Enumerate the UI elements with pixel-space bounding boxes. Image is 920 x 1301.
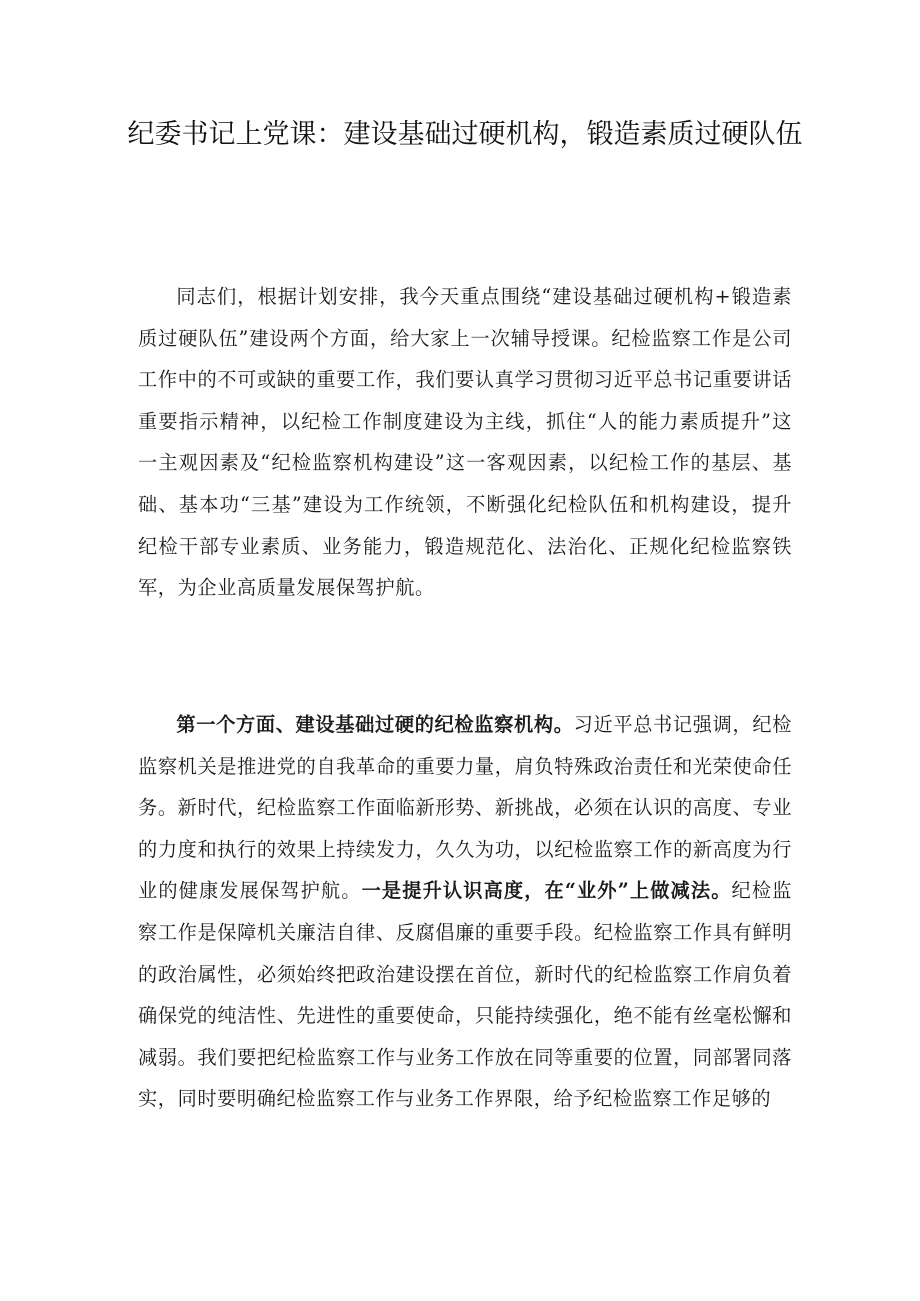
- document-title: 纪委书记上党课：建设基础过硬机构，锻造素质过硬队伍: [127, 119, 803, 150]
- section-one-text-b: 纪检监察工作是保障机关廉洁自律、反腐倡廉的重要手段。纪检监察工作具有鲜明的政治属性，必须始终把政治建设摆在首位，新时代的纪检监察工作肩负着确保党的纯洁性、先进性的重要使命，只能持续强化，绝不能有丝毫松懈和减弱。我们要把纪检监察工作与业务工作放在同等重要的位置，同部署同落实，同时要明确纪检监察工作与业务工作界限，给予纪检监察工作足够的: [138, 879, 792, 1111]
- paragraph-section-one: [138, 704, 792, 1120]
- section-one-subheading: 一是提升认识高度，在“业外”上做减法。: [361, 879, 732, 903]
- paragraph-intro: 同志们，根据计划安排，我今天重点围绕“建设基础过硬机构+锻造素质过硬队伍”建设两个方面，给大家上一次辅导授课。纪检监察工作是公司工作中的不可或缺的重要工作，我们要认真学习贯彻习近平总书记重要讲话重要指示精神，以纪检工作制度建设为主线，抓住“人的能力素质提升”这一主观因素及“纪检监察机构建设”这一客观因素，以纪检工作的基层、基础、基本功“三基”建设为工作统领，不断强化纪检队伍和机构建设，提升纪检干部专业素质、业务能力，锻造规范化、法治化、正规化纪检监察铁军，为企业高质量发展保驾护航。: [138, 285, 792, 600]
- section-one-text-a: 习近平总书记强调，纪检监察机关是推进党的自我革命的重要力量，肩负特殊政治责任和光荣使命任务。新时代，纪检监察工作面临新形势、新挑战，必须在认识的高度、专业的力度和执行的效果上持续发力，久久为功，以纪检监察工作的新高度为行业的健康发展保驾护航。: [138, 713, 793, 903]
- section-one-heading: 第一个方面、建设基础过硬的纪检监察机构。: [176, 713, 574, 736]
